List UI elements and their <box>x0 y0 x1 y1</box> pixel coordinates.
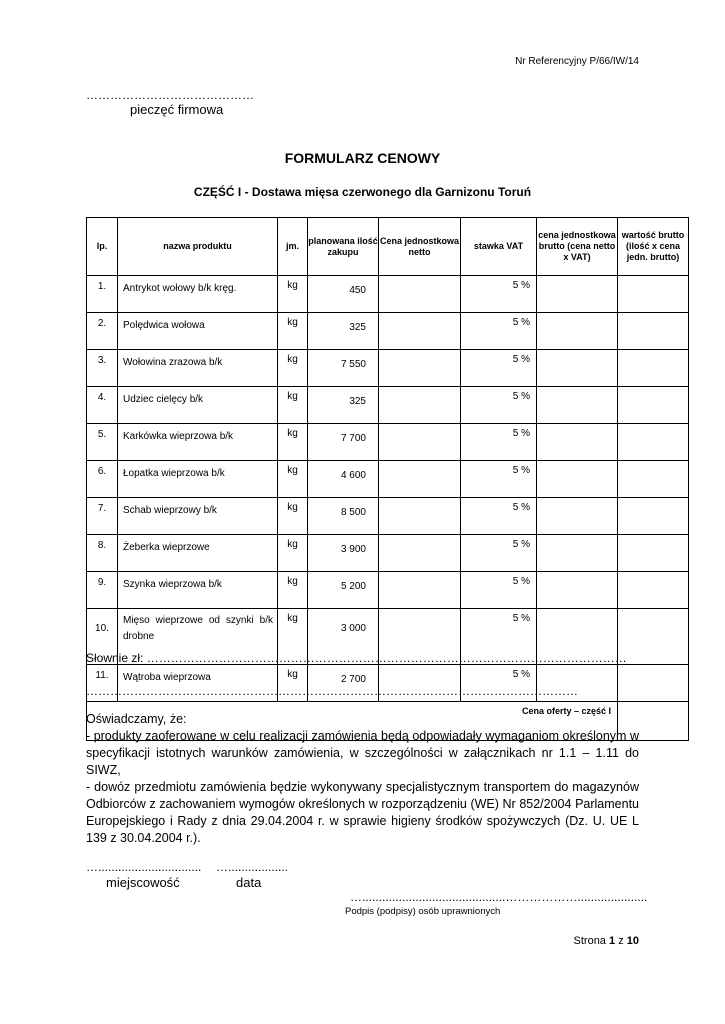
cell-vat: 5 % <box>461 387 537 424</box>
header-value-gross: wartość brutto (ilość x cena jedn. brutto) <box>618 218 689 276</box>
cell-unit-net[interactable] <box>379 498 461 535</box>
cell-value-gross[interactable] <box>618 665 689 702</box>
cell-unit: kg <box>278 313 308 350</box>
cell-vat: 5 % <box>461 665 537 702</box>
cell-lp: 5. <box>87 424 118 461</box>
cell-value-gross[interactable] <box>618 572 689 609</box>
cell-unit-net[interactable] <box>379 535 461 572</box>
cell-qty: 7 700 <box>308 424 379 461</box>
cell-vat: 5 % <box>461 498 537 535</box>
cell-unit-net[interactable] <box>379 461 461 498</box>
header-unit: jm. <box>278 218 308 276</box>
table-row <box>87 498 689 535</box>
cell-name: Łopatka wieprzowa b/k <box>118 461 278 498</box>
table-header-row <box>87 218 689 276</box>
cell-unit-net[interactable] <box>379 424 461 461</box>
cell-name: Wołowina zrazowa b/k <box>118 350 278 387</box>
declaration-heading: Oświadczamy, że: <box>86 712 187 726</box>
place-label: miejscowość <box>106 875 180 890</box>
declaration-point-1: - produkty zaoferowane w celu realizacji zamówienia będą odpowiadały wymaganiom określonym w specyfikacji istotnych warunków zamówienia, w szczególności w załącznikach nr 1.1 – 1.11 do SIWZ, <box>86 729 639 777</box>
cell-unit-gross[interactable] <box>537 313 618 350</box>
page-title: FORMULARZ CENOWY <box>284 150 441 166</box>
header-vat: stawka VAT <box>461 218 537 276</box>
cell-unit: kg <box>278 609 308 665</box>
cell-qty: 7 550 <box>308 350 379 387</box>
cell-unit-net[interactable] <box>379 276 461 313</box>
cell-name: Mięso wieprzowe od szynki b/k drobne <box>118 609 278 665</box>
cell-value-gross[interactable] <box>618 424 689 461</box>
cell-unit: kg <box>278 276 308 313</box>
page-number <box>574 935 639 947</box>
cell-qty: 325 <box>308 387 379 424</box>
stamp-dots: …………………………………… <box>86 88 254 102</box>
cell-unit: kg <box>278 461 308 498</box>
cell-vat: 5 % <box>461 461 537 498</box>
cell-vat: 5 % <box>461 276 537 313</box>
cell-unit-gross[interactable] <box>537 387 618 424</box>
cell-name: Żeberka wieprzowe <box>118 535 278 572</box>
cell-name: Szynka wieprzowa b/k <box>118 572 278 609</box>
cell-unit-gross[interactable] <box>537 535 618 572</box>
page-total: 10 <box>626 935 639 947</box>
cell-qty: 2 700 <box>308 665 379 702</box>
header-unit-gross: cena jednostkowa brutto (cena netto x VAT) <box>537 218 618 276</box>
page-separator: z <box>618 935 624 947</box>
cell-lp: 7. <box>87 498 118 535</box>
header-unit-net: Cena jednostkowa netto <box>379 218 461 276</box>
date-dots: ….................. <box>216 860 289 874</box>
header-name: nazwa produktu <box>118 218 278 276</box>
cell-lp: 2. <box>87 313 118 350</box>
cell-name: Karkówka wieprzowa b/k <box>118 424 278 461</box>
cell-lp: 4. <box>87 387 118 424</box>
cell-qty: 4 600 <box>308 461 379 498</box>
cell-lp: 10. <box>87 609 118 665</box>
cell-qty: 3 000 <box>308 609 379 665</box>
date-label: data <box>236 875 262 890</box>
cell-lp: 3. <box>87 350 118 387</box>
cell-value-gross[interactable] <box>618 387 689 424</box>
signature-dots: …...........................................………………..................... <box>350 890 648 904</box>
table-row <box>87 313 689 350</box>
cell-value-gross[interactable] <box>618 461 689 498</box>
cell-vat: 5 % <box>461 572 537 609</box>
cell-qty: 450 <box>308 276 379 313</box>
cell-name: Polędwica wołowa <box>118 313 278 350</box>
cell-vat: 5 % <box>461 609 537 665</box>
cell-value-gross[interactable] <box>618 350 689 387</box>
cell-name: Udziec cielęcy b/k <box>118 387 278 424</box>
cell-unit: kg <box>278 498 308 535</box>
cell-vat: 5 % <box>461 424 537 461</box>
cell-vat: 5 % <box>461 313 537 350</box>
cell-name: Wątroba wieprzowa <box>118 665 278 702</box>
reference-number: Nr Referencyjny P/66/IW/14 <box>515 56 639 67</box>
cell-unit-net[interactable] <box>379 572 461 609</box>
cell-value-gross[interactable] <box>618 498 689 535</box>
header-qty: planowana ilość zakupu <box>308 218 379 276</box>
cell-name: Antrykot wołowy b/k kręg. <box>118 276 278 313</box>
table-row <box>87 276 689 313</box>
cell-unit: kg <box>278 387 308 424</box>
signature-label: Podpis (podpisy) osób uprawnionych <box>345 906 501 917</box>
cell-qty: 8 500 <box>308 498 379 535</box>
cell-qty: 5 200 <box>308 572 379 609</box>
stamp-label: pieczęć firmowa <box>130 102 224 117</box>
cell-value-gross[interactable] <box>618 535 689 572</box>
table-row <box>87 572 689 609</box>
cell-vat: 5 % <box>461 535 537 572</box>
cell-unit-net[interactable] <box>379 313 461 350</box>
header-lp: lp. <box>87 218 118 276</box>
page-prefix: Strona <box>573 935 606 947</box>
cell-qty: 325 <box>308 313 379 350</box>
cell-lp: 11. <box>87 665 118 702</box>
table-row <box>87 461 689 498</box>
cell-unit: kg <box>278 350 308 387</box>
cell-value-gross[interactable] <box>618 313 689 350</box>
cell-lp: 6. <box>87 461 118 498</box>
table-row <box>87 424 689 461</box>
cell-unit-gross[interactable] <box>537 461 618 498</box>
declaration-point-2: - dowóz przedmiotu zamówienia będzie wykonywany specjalistycznym transportem do magazynów Odbiorców z zachowaniem wymogów określonych w rozporządzeniu (WE) Nr 852/2004 Parlamentu Europejskiego i Rady z dnia 29.04.2004 r. w sprawie higieny środków spożywczych (Dz. U. UE L 139 z 30.04.2004 r.). <box>86 780 639 845</box>
cell-vat: 5 % <box>461 350 537 387</box>
page-subtitle: CZĘŚĆ I - Dostawa mięsa czerwonego dla Garnizonu Toruń <box>193 185 532 199</box>
cell-lp: 1. <box>87 276 118 313</box>
cell-unit: kg <box>278 572 308 609</box>
cell-value-gross[interactable] <box>618 609 689 665</box>
cell-unit-gross[interactable] <box>537 276 618 313</box>
cell-name: Schab wieprzowy b/k <box>118 498 278 535</box>
cell-unit-gross[interactable] <box>537 424 618 461</box>
cell-unit: kg <box>278 424 308 461</box>
cell-unit-gross[interactable] <box>537 350 618 387</box>
table-row <box>87 535 689 572</box>
cell-unit-net[interactable] <box>379 387 461 424</box>
cell-unit-net[interactable] <box>379 350 461 387</box>
amount-in-words-continuation: …………………………………………………………………………………………………………… <box>86 684 578 698</box>
cell-unit: kg <box>278 535 308 572</box>
table-row <box>87 350 689 387</box>
place-dots: …............................... <box>86 860 202 874</box>
cell-qty: 3 900 <box>308 535 379 572</box>
cell-unit-gross[interactable] <box>537 572 618 609</box>
total-label: Cena oferty – część I <box>87 702 618 741</box>
cell-lp: 8. <box>87 535 118 572</box>
cell-unit: kg <box>278 665 308 702</box>
cell-value-gross[interactable] <box>618 276 689 313</box>
cell-unit-gross[interactable] <box>537 498 618 535</box>
page-current: 1 <box>609 935 616 947</box>
amount-in-words-line: Słownie zł: ………………………………………………………………………………………………………… <box>86 651 627 665</box>
table-row <box>87 387 689 424</box>
cell-lp: 9. <box>87 572 118 609</box>
